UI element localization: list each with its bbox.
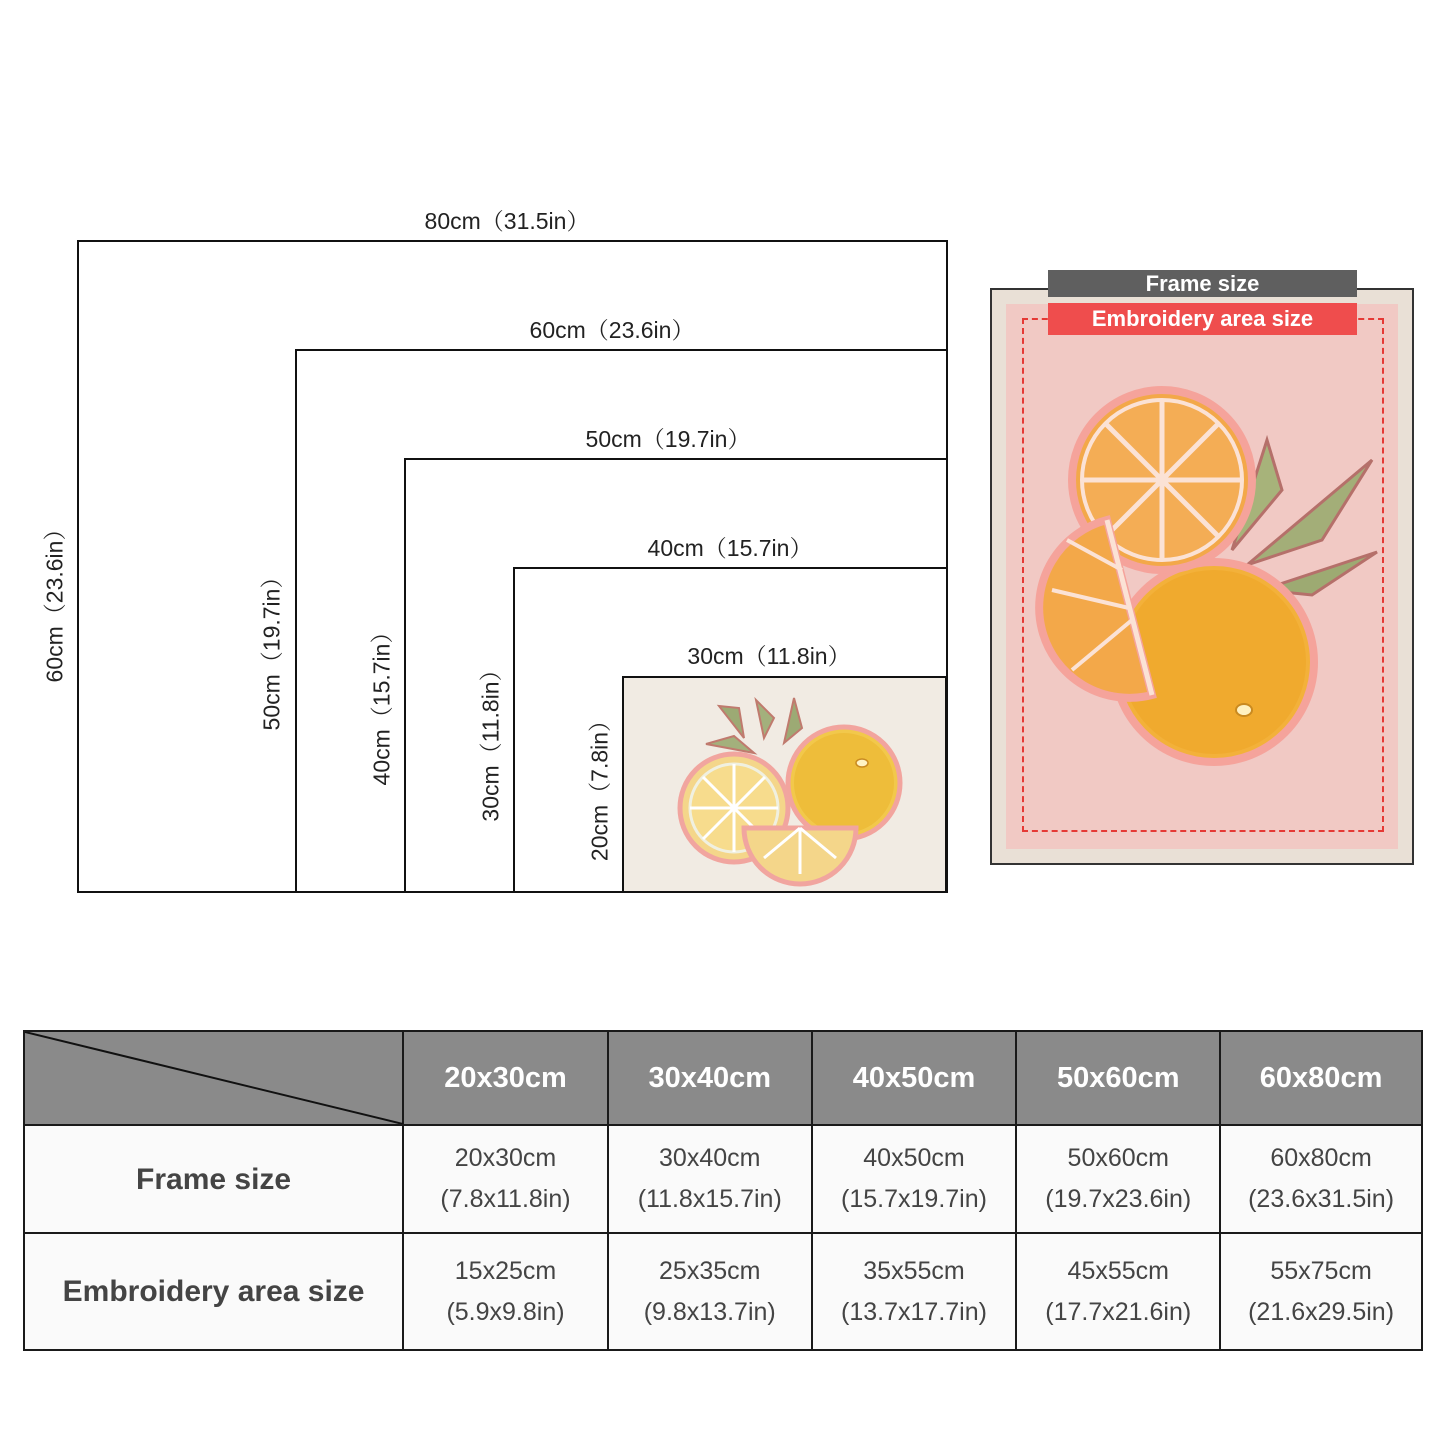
- table-cell: [812, 1233, 1017, 1350]
- table-cell: [1016, 1233, 1220, 1350]
- cell-in: (19.7x23.6in): [1045, 1185, 1192, 1213]
- height-label-60cm: 60cm（23.6in）: [41, 517, 68, 683]
- size-table: [23, 1030, 1423, 1351]
- table-row: [24, 1233, 1422, 1350]
- diagonal-divider-icon: [25, 1032, 403, 1124]
- embroidery-area-size-tag: Embroidery area size: [1048, 303, 1357, 335]
- cell-cm: 55x75cm: [1270, 1256, 1372, 1285]
- table-cell: [1220, 1125, 1422, 1233]
- width-label-80cm: 80cm（31.5in）: [424, 208, 590, 234]
- height-label-30cm: 30cm（11.8in）: [477, 658, 504, 822]
- table-header-row: [24, 1031, 1422, 1125]
- cell-cm: 45x55cm: [1067, 1256, 1169, 1285]
- column-header-20x30: 20x30cm: [403, 1031, 608, 1125]
- table-cell: [812, 1125, 1017, 1233]
- row-label-frame-size: Frame size: [24, 1125, 403, 1233]
- cell-in: (11.8x15.7in): [637, 1185, 782, 1213]
- cell-in: (23.6x31.5in): [1248, 1185, 1395, 1213]
- table-cell: [403, 1233, 608, 1350]
- table-cell: [1016, 1125, 1220, 1233]
- cell-cm: 15x25cm: [454, 1256, 557, 1285]
- width-label-40cm: 40cm（15.7in）: [647, 535, 813, 561]
- orange-embroidery-small-icon: [624, 678, 945, 891]
- row-label-embroidery-area-size: Embroidery area size: [24, 1233, 403, 1350]
- cell-in: (7.8x11.8in): [440, 1185, 571, 1213]
- cell-in: (5.9x9.8in): [446, 1297, 565, 1326]
- cell-cm: 40x50cm: [863, 1144, 965, 1172]
- cell-cm: 20x30cm: [454, 1144, 557, 1172]
- table-cell: [608, 1233, 812, 1350]
- cell-cm: 60x80cm: [1270, 1144, 1372, 1172]
- table-cell: [608, 1125, 812, 1233]
- width-label-30cm: 30cm（11.8in）: [687, 643, 851, 669]
- product-preview: [990, 288, 1414, 865]
- embroidery-area-outline: [1022, 318, 1384, 832]
- column-header-60x80: 60x80cm: [1220, 1031, 1422, 1125]
- cell-cm: 50x60cm: [1067, 1144, 1169, 1172]
- cell-cm: 30x40cm: [659, 1144, 761, 1172]
- cell-in: (13.7x17.7in): [841, 1297, 987, 1326]
- cell-in: (9.8x13.7in): [643, 1297, 776, 1326]
- cell-in: (15.7x19.7in): [841, 1185, 987, 1213]
- cell-in: (17.7x21.6in): [1045, 1297, 1192, 1326]
- column-header-40x50: 40x50cm: [812, 1031, 1017, 1125]
- table-row: [24, 1125, 1422, 1233]
- column-header-50x60: 50x60cm: [1016, 1031, 1220, 1125]
- table-cell: [403, 1125, 608, 1233]
- height-label-20cm: 20cm（7.8in）: [586, 708, 613, 862]
- height-label-50cm: 50cm（19.7in）: [258, 565, 285, 731]
- width-label-60cm: 60cm（23.6in）: [529, 317, 695, 343]
- embroidery-thumbnail: [622, 676, 947, 893]
- column-header-30x40: 30x40cm: [608, 1031, 812, 1125]
- cell-in: (21.6x29.5in): [1248, 1297, 1395, 1326]
- table-cell: [1220, 1233, 1422, 1350]
- height-label-40cm: 40cm（15.7in）: [368, 620, 395, 786]
- table-corner-cell: [24, 1031, 403, 1125]
- frame-size-tag: Frame size: [1048, 270, 1357, 297]
- cell-cm: 35x55cm: [863, 1256, 965, 1285]
- width-label-50cm: 50cm（19.7in）: [585, 426, 751, 452]
- cell-cm: 25x35cm: [659, 1256, 761, 1285]
